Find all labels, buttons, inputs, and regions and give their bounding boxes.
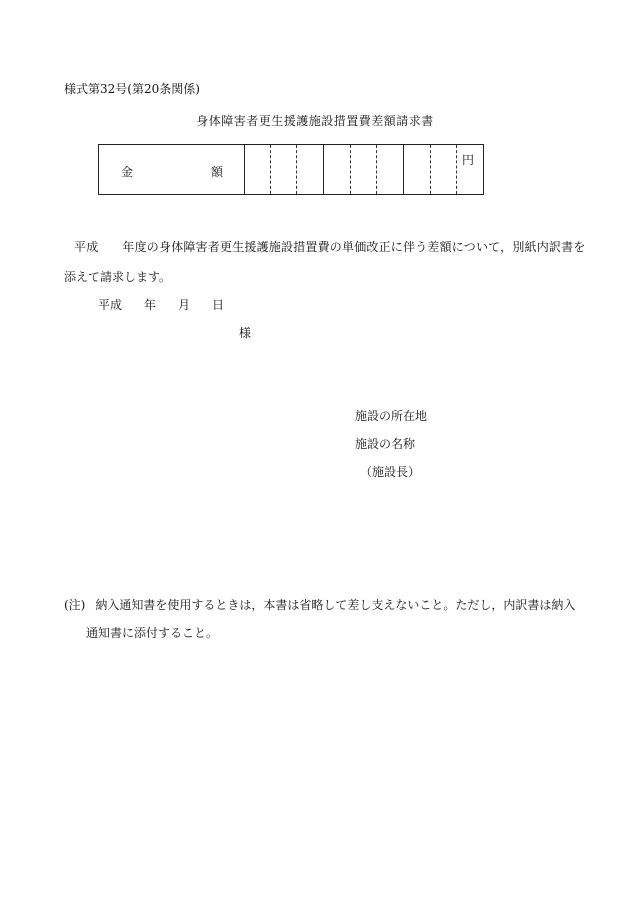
body-paragraph-line-2: 添えて請求します。 <box>64 270 172 284</box>
addressee-honorific: 様 <box>239 326 252 340</box>
body-line-1-text: 年度の身体障害者更生援護施設措置費の単価改正に伴う差額について，別紙内訳書を <box>122 240 586 254</box>
amount-label-cell <box>99 145 245 194</box>
date-day-label: 日 <box>212 298 225 312</box>
digit-divider <box>456 145 457 194</box>
digit-divider <box>430 145 431 194</box>
page-title: 身体障害者更生援護施設措置費差額請求書 <box>196 114 434 128</box>
amount-label-kin: 金 <box>121 165 134 179</box>
note-line-2: 通知書に添付すること。 <box>86 626 219 640</box>
amount-table <box>98 144 484 195</box>
facility-head-label: （施設長） <box>360 465 421 479</box>
digit-divider <box>296 145 297 194</box>
facility-name-label: 施設の名称 <box>355 437 416 451</box>
date-era: 平成 <box>98 298 123 312</box>
facility-address-label: 施設の所在地 <box>355 409 428 423</box>
note-line-1 <box>64 598 575 612</box>
digit-group-divider <box>323 145 324 194</box>
digit-divider <box>350 145 351 194</box>
digit-divider <box>270 145 271 194</box>
digit-divider <box>376 145 377 194</box>
form-number: 様式第32号(第20条関係) <box>64 82 200 96</box>
digit-group-divider <box>403 145 404 194</box>
date-month-label: 月 <box>178 298 191 312</box>
date-year-label: 年 <box>144 298 157 312</box>
yen-unit-label: 円 <box>462 153 475 167</box>
date-line <box>98 298 224 312</box>
note-marker: (注) <box>64 598 86 612</box>
amount-label-gaku: 額 <box>211 165 224 179</box>
body-paragraph-line-1 <box>74 240 586 254</box>
note-line-1-text: 納入通知書を使用するときは，本書は省略して差し支えないこと。ただし，内訳書は納入 <box>95 598 576 612</box>
body-era: 平成 <box>74 240 99 254</box>
